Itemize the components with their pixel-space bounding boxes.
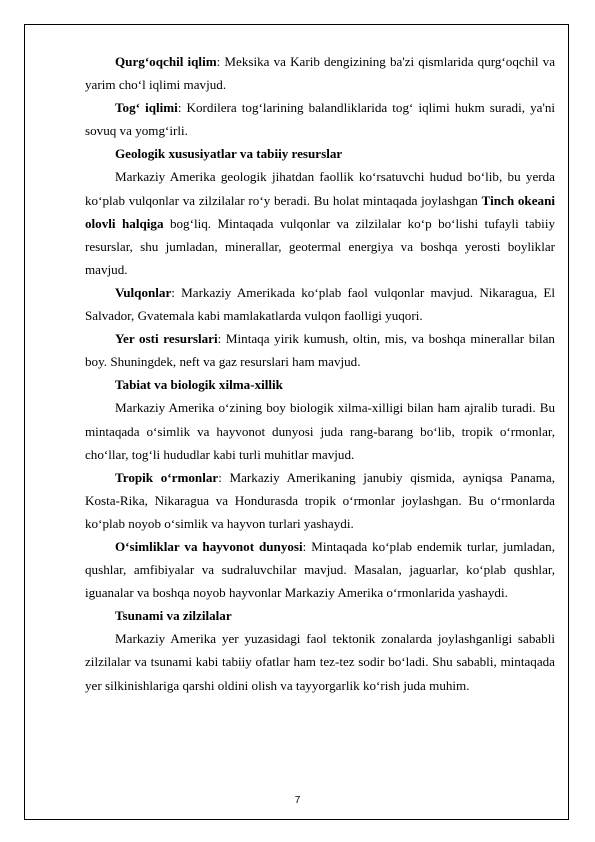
paragraph-resources bbox=[85, 327, 555, 373]
term-resources: Yer osti resurslari bbox=[115, 331, 218, 347]
text-resources: : Mintaqa yirik kumush, oltin, mis, va boshqa minerallar bilan boy. Shuningdek, neft va gaz resurslari ham mavjud. bbox=[85, 331, 555, 370]
heading-geology: Geologik xususiyatlar va tabiiy resurslar bbox=[115, 146, 343, 162]
paragraph-biodiversity: Markaziy Amerika o‘zining boy biologik xilma-xilligi bilan ham ajralib turadi. Bu mintaqada o‘simlik va hayvonot dunyosi juda rang-barang bo‘lib, tropik o‘rmonlar, cho‘llar, tog‘li hududlar kabi turli muhitlar mavjud. bbox=[85, 400, 555, 462]
document-body bbox=[85, 50, 555, 697]
paragraph-geology bbox=[85, 165, 555, 280]
term-mountain-climate: Tog‘ iqlimi bbox=[115, 100, 178, 116]
paragraph-tsunami: Markaziy Amerika yer yuzasidagi faol tektonik zonalarda joylashganligi sababli zilzilalar va tsunami kabi tabiiy ofatlar ham tez-tez sodir bo‘ladi. Shu sababli, mintaqada yer silkinishlariga qarshi oldini olish va tayyorgarlik ko‘rish juda muhim. bbox=[85, 631, 555, 693]
paragraph-volcanoes bbox=[85, 281, 555, 327]
text-volcanoes: : Markaziy Amerikada ko‘plab faol vulqonlar mavjud. Nikaragua, El Salvador, Gvatemala kabi mamlakatlarda vulqon faolligi yuqori. bbox=[85, 284, 555, 324]
term-dry-climate: Qurg‘oqchil iqlim bbox=[115, 54, 217, 69]
text-rainforests: : Markaziy Amerikaning janubiy qismida, ayniqsa Panama, Kosta-Rika, Nikaragua va Hondurasda tropik o‘rmonlar joylashgan. Bu o‘rmonlarda ko‘plab noyob o‘simlik va hayvon turlari yashaydi. bbox=[85, 469, 555, 531]
text-geology-before: Markaziy Amerika geologik jihatdan faollik ko‘rsatuvchi hudud bo‘lib, bu yerda ko‘plab vulqonlar va zilzilalar ro‘y beradi. Bu holat mintaqada joylashgan bbox=[85, 169, 555, 208]
paragraph-rainforests bbox=[85, 466, 555, 535]
term-rainforests: Tropik o‘rmonlar bbox=[115, 469, 219, 485]
text-flora-fauna: : Mintaqada ko‘plab endemik turlar, jumladan, qushlar, amfibiyalar va sudraluvchilar mavjud. Masalan, jaguarlar, ko‘plab qushlar, iguanalar va boshqa noyob hayvonlar Markaziy Amerika o‘rmonlarida yashaydi. bbox=[85, 538, 556, 601]
heading-tsunami: Tsunami va zilzilalar bbox=[115, 608, 232, 624]
text-geology-after: bog‘liq. Mintaqada vulqonlar va zilzilalar ko‘p bo‘lishi tufayli tabiiy resurslar, shu jumladan, minerallar, geotermal energiya va boshqa yerosti boyliklar mavjud. bbox=[85, 215, 556, 277]
text-dry-climate: : Meksika va Karib dengizining ba'zi qismlarida qurg‘oqchil va yarim cho‘l iqlimi mavjud. bbox=[85, 54, 556, 93]
paragraph-mountain-climate bbox=[85, 96, 555, 142]
term-ring-of-fire: Tinch okeani olovli halqiga bbox=[85, 192, 555, 231]
page-number: 7 bbox=[294, 795, 301, 806]
paragraph-flora-fauna bbox=[85, 535, 555, 604]
paragraph-dry-climate bbox=[85, 50, 555, 96]
term-volcanoes: Vulqonlar bbox=[115, 284, 172, 300]
term-flora-fauna: O‘simliklar va hayvonot dunyosi bbox=[115, 538, 303, 554]
heading-biodiversity: Tabiat va biologik xilma-xillik bbox=[115, 377, 283, 393]
text-mountain-climate: : Kordilera tog‘larining balandliklarida tog‘ iqlimi hukm suradi, ya'ni sovuq va yomg‘irli. bbox=[85, 100, 556, 139]
